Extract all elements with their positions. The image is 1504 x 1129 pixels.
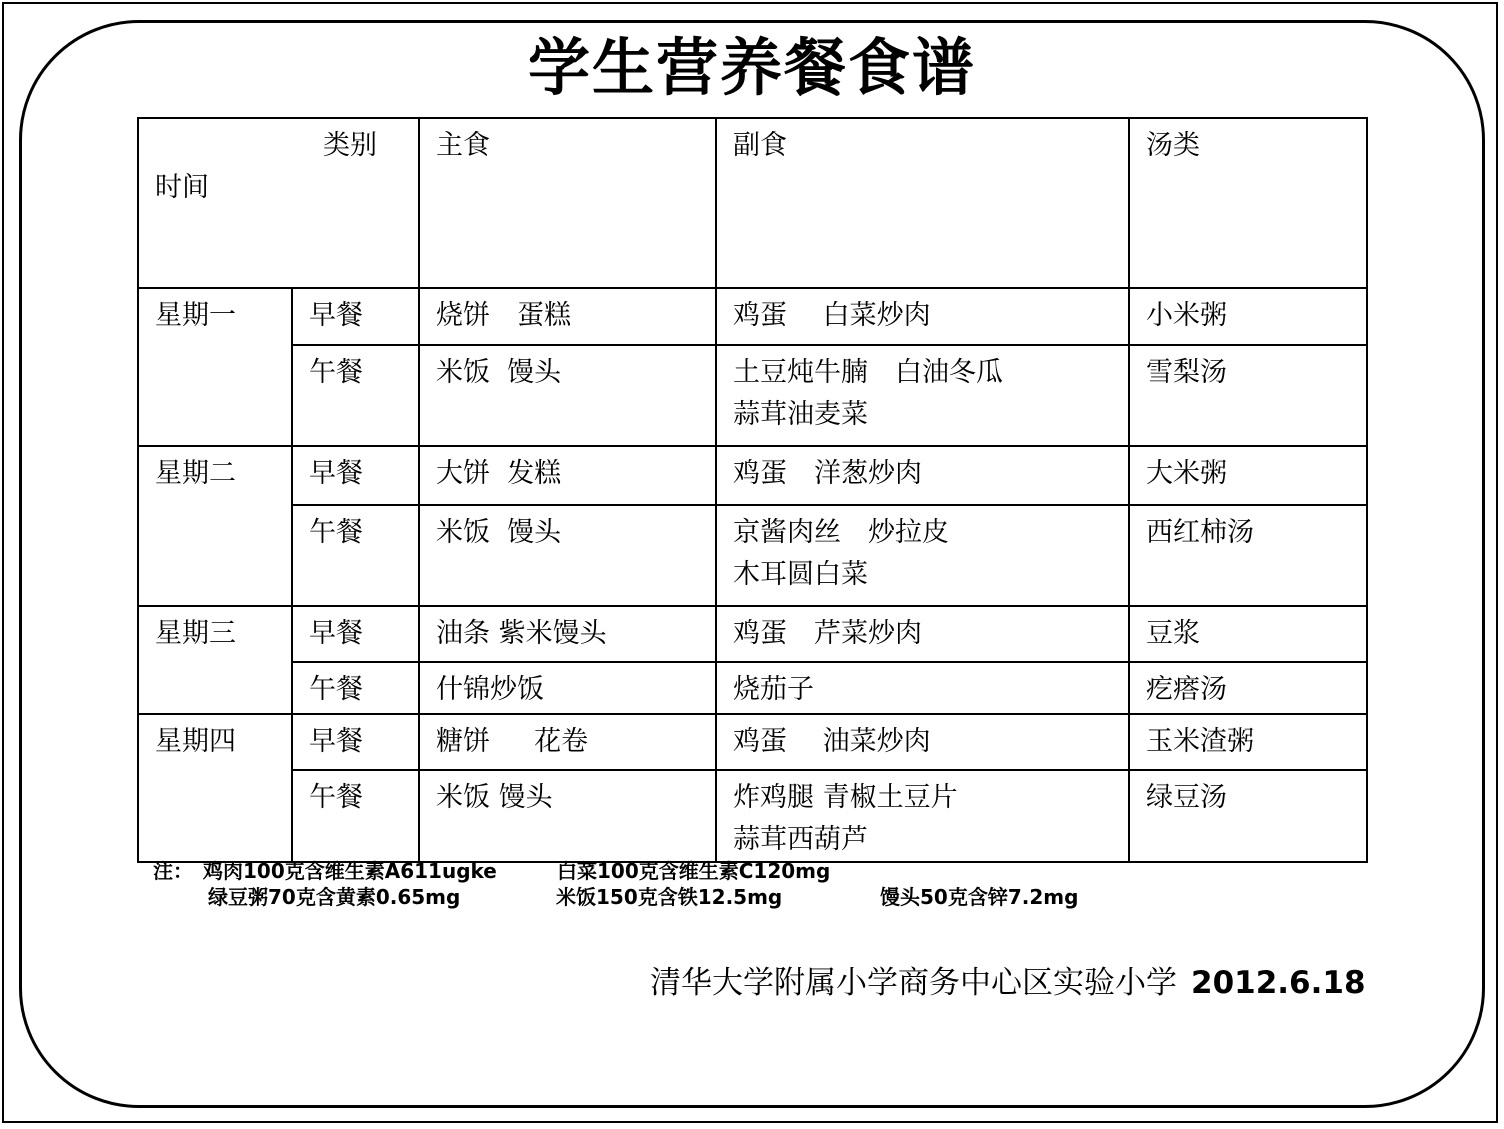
menu-table	[137, 117, 1368, 863]
meal-cell: 午餐	[292, 505, 419, 606]
note-cabbage: 白菜100克含维生素C120mg	[557, 859, 831, 883]
header-time: 时间	[155, 172, 209, 203]
staple-cell: 糖饼 花卷	[419, 714, 716, 770]
note-chicken: 鸡肉100克含维生素A611ugke	[203, 859, 497, 883]
footer-signature	[650, 962, 1366, 1004]
header-category: 类别	[323, 130, 377, 161]
staple-cell: 米饭 馒头	[419, 345, 716, 446]
day-cell: 星期一	[138, 288, 292, 446]
meal-cell: 早餐	[292, 606, 419, 662]
note-rice: 米饭150克含铁12.5mg	[556, 885, 783, 909]
meal-cell: 早餐	[292, 714, 419, 770]
table-row	[138, 714, 1367, 770]
day-cell: 星期三	[138, 606, 292, 714]
staple-cell: 烧饼 蛋糕	[419, 288, 716, 345]
header-staple: 主食	[419, 118, 716, 288]
header-side: 副食	[716, 118, 1129, 288]
soup-cell: 玉米渣粥	[1129, 714, 1367, 770]
meal-cell: 午餐	[292, 345, 419, 446]
meal-cell: 早餐	[292, 446, 419, 505]
soup-cell: 疙瘩汤	[1129, 662, 1367, 714]
soup-cell: 小米粥	[1129, 288, 1367, 345]
day-cell: 星期二	[138, 446, 292, 606]
soup-cell: 西红柿汤	[1129, 505, 1367, 606]
side-cell: 京酱肉丝 炒拉皮 木耳圆白菜	[716, 505, 1129, 606]
table-row	[138, 288, 1367, 345]
page-title: 学生营养餐食谱	[527, 31, 976, 104]
table-row	[138, 662, 1367, 714]
soup-cell: 豆浆	[1129, 606, 1367, 662]
soup-cell: 大米粥	[1129, 446, 1367, 505]
table-row	[138, 505, 1367, 606]
side-cell: 土豆炖牛腩 白油冬瓜 蒜茸油麦菜	[716, 345, 1129, 446]
table-row	[138, 446, 1367, 505]
soup-cell: 雪梨汤	[1129, 345, 1367, 446]
side-cell: 鸡蛋 洋葱炒肉	[716, 446, 1129, 505]
header-soup: 汤类	[1129, 118, 1367, 288]
school-name: 清华大学附属小学商务中心区实验小学	[650, 965, 1177, 1001]
side-cell: 鸡蛋 芹菜炒肉	[716, 606, 1129, 662]
day-cell: 星期四	[138, 714, 292, 862]
soup-cell: 绿豆汤	[1129, 770, 1367, 862]
staple-cell: 大饼 发糕	[419, 446, 716, 505]
staple-cell: 米饭 馒头	[419, 770, 716, 862]
table-row	[138, 345, 1367, 446]
note-prefix: 注：	[153, 859, 193, 883]
table-row	[138, 770, 1367, 862]
note-mungbean: 绿豆粥70克含黄素0.65mg	[208, 885, 461, 909]
staple-cell: 米饭 馒头	[419, 505, 716, 606]
meal-cell: 午餐	[292, 662, 419, 714]
side-cell: 烧茄子	[716, 662, 1129, 714]
staple-cell: 什锦炒饭	[419, 662, 716, 714]
side-cell: 鸡蛋 油菜炒肉	[716, 714, 1129, 770]
header-diagonal-cell	[138, 118, 419, 288]
side-cell: 炸鸡腿 青椒土豆片 蒜茸西葫芦	[716, 770, 1129, 862]
table-header-row	[138, 118, 1367, 288]
meal-cell: 早餐	[292, 288, 419, 345]
meal-cell: 午餐	[292, 770, 419, 862]
staple-cell: 油条 紫米馒头	[419, 606, 716, 662]
note-mantou: 馒头50克含锌7.2mg	[880, 885, 1079, 909]
date-label: 2012.6.18	[1191, 965, 1366, 1001]
table-row	[138, 606, 1367, 662]
side-cell: 鸡蛋 白菜炒肉	[716, 288, 1129, 345]
